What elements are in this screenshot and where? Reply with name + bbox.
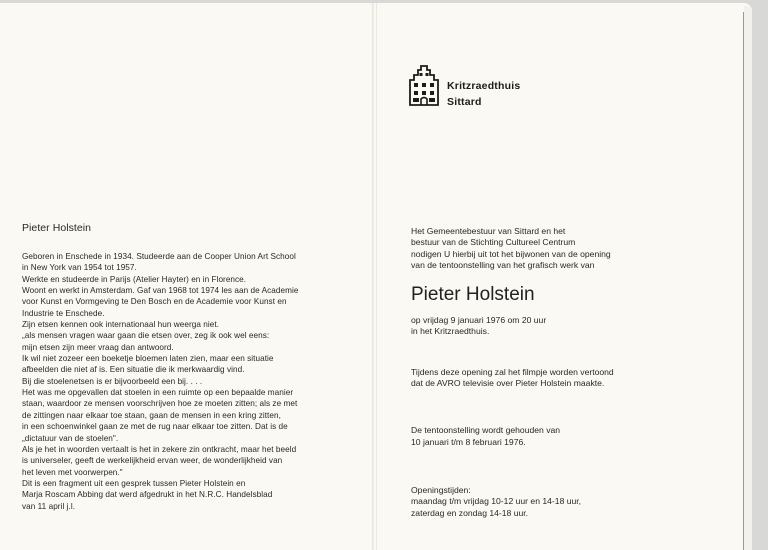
bio-line: Industrie te Enschede. <box>22 308 105 318</box>
bio-line: Woont en werkt in Amsterdam. Gaf van 1968 tot 1974 les aan de Academie <box>22 286 299 296</box>
paper-edge <box>744 6 752 550</box>
exhibition-dates <box>411 425 711 448</box>
film-note <box>411 367 711 390</box>
paper-edge-shadow <box>743 12 744 550</box>
bio-line: het leven met voorwerpen." <box>22 467 123 477</box>
bio-line: in een schoenwinkel gaan ze met de rug naar elkaar toe zitten. Dat is de <box>22 422 288 432</box>
left-page-biography <box>22 222 342 512</box>
opening-line: op vrijdag 9 januari 1976 om 20 uur <box>411 315 547 326</box>
right-page-invitation <box>411 226 711 519</box>
bio-line: „dictatuur van de stoelen". <box>22 433 119 443</box>
center-fold <box>372 3 374 550</box>
bio-line: Geboren in Enschede in 1934. Studeerde aan de Cooper Union Art School <box>22 252 296 261</box>
hours-line: maandag t/m vrijdag 10-12 uur en 14-18 uur, <box>411 496 582 507</box>
bio-line: is universeler, geeft de werkelijkheid ervan weer, de wonderlijkheid van <box>22 456 283 466</box>
hours-line: Openingstijden: <box>411 484 471 495</box>
opening-line: in het Kritzraedthuis. <box>411 326 490 337</box>
bio-line: Dit is een fragment uit een gesprek tussen Pieter Holstein en <box>22 478 246 488</box>
dates-line: De tentoonstelling wordt gehouden van <box>411 425 561 436</box>
bio-line: in New York van 1954 tot 1957. <box>22 263 137 273</box>
biography-title: Pieter Holstein <box>22 222 92 234</box>
bio-line: Werkte en studeerde in Parijs (Atelier Hayter) en in Florence. <box>22 274 247 284</box>
bio-line: Bij die stoelenetsen is er bijvoorbeeld een bij. . . . <box>22 376 203 386</box>
bio-line: Als je het in woorden vertaalt is het in zekere zin ontkracht, maar het beeld <box>22 444 297 454</box>
bio-line: mijn etsen zijn meer vraag dan antwoord. <box>22 342 174 352</box>
building-facade-icon <box>408 64 440 111</box>
bio-line: staan, waardoor ze mensen voorschrijven hoe ze moeten zitten; als ze met <box>22 399 298 409</box>
venue-name: Kritzraedthuis <box>447 80 521 92</box>
bio-line: afbeelden die niet af is. Een situatie die ik merkwaardig vind. <box>22 365 245 375</box>
bio-line: van 11 april j.l. <box>22 501 76 511</box>
bio-line: Marja Roscam Abbing dat werd afgedrukt in het N.R.C. Handelsblad <box>22 490 273 500</box>
center-fold-line <box>376 3 377 550</box>
opening-hours <box>411 485 711 519</box>
artist-name: Pieter Holstein <box>411 284 535 306</box>
opening-details <box>411 315 711 338</box>
venue-logo-text <box>447 78 520 110</box>
bio-line: voor Kunst en Vormgeving te Den Bosch en de Academie voor Kunst en <box>22 297 287 307</box>
biography-text <box>22 251 342 512</box>
hours-line: zaterdag en zondag 14-18 uur. <box>411 507 529 518</box>
bio-line: de zittingen naar elkaar toe staan, gaan de mensen in een kring zitten, <box>22 410 281 420</box>
venue-city: Sittard <box>447 96 482 108</box>
intro-text <box>411 226 711 271</box>
bio-line: Zijn etsen kennen ook internationaal hun weerga niet. <box>22 320 220 330</box>
intro-line: van de tentoonstelling van het grafisch werk van <box>411 259 595 270</box>
dates-line: 10 januari t/m 8 februari 1976. <box>411 436 526 447</box>
intro-line: nodigen U hierbij uit tot het bijwonen van de opening <box>411 248 611 259</box>
bio-line: Het was me opgevallen dat stoelen in een ruimte op een bepaalde manier <box>22 388 294 398</box>
intro-line: bestuur van de Stichting Cultureel Centrum <box>411 237 576 248</box>
intro-line: Het Gemeentebestuur van Sittard en het <box>411 226 566 236</box>
film-line: dat de AVRO televisie over Pieter Holstein maakte. <box>411 378 605 389</box>
film-line: Tijdens deze opening zal het filmpje worden vertoond <box>411 366 614 377</box>
bio-line: Ik wil niet zozeer een boeketje bloemen laten zien, maar een situatie <box>22 354 274 364</box>
bio-line: „als mensen vragen waar gaan die etsen over, zeg ik ook wel eens: <box>22 331 270 341</box>
